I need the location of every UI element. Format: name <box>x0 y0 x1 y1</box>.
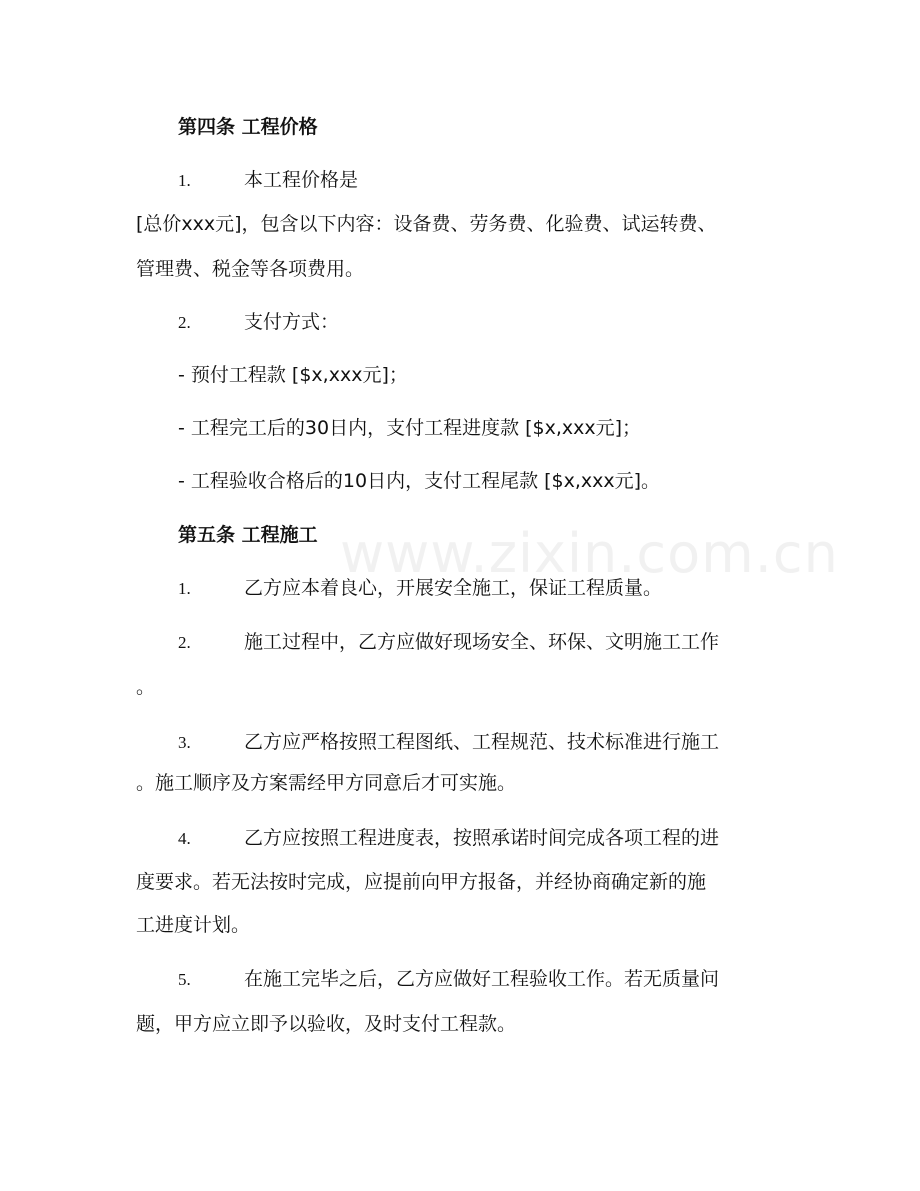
section-5-item-2-number: 2. <box>178 633 191 652</box>
section-4-item-2-text: 支付方式： <box>244 311 340 333</box>
section-5-item-2-text: 施工过程中，乙方应做好现场安全、环保、文明施工工作 <box>244 631 720 653</box>
section-5-item-3-text: 乙方应严格按照工程图纸、工程规范、技术标准进行施工 <box>244 731 720 753</box>
section-5-item-3-continuation-1: 。施工顺序及方案需经甲方同意后才可实施。 <box>136 772 517 794</box>
section-5-item-1-number: 1. <box>178 579 191 598</box>
section-5-item-2-continuation-1: 。 <box>136 676 156 698</box>
section-5-item-4-text: 乙方应按照工程进度表，按照承诺时间完成各项工程的进 <box>244 827 720 849</box>
section-5-item-3-number: 3. <box>178 733 191 752</box>
section-4-item-2-number: 2. <box>178 313 191 332</box>
section-4-item-1-text: 本工程价格是 <box>244 169 359 191</box>
section-5-item-5-number: 5. <box>178 970 191 989</box>
section-5-heading: 第五条 工程施工 <box>178 524 318 546</box>
section-5-item-4-continuation-2: 工进度计划。 <box>136 914 251 936</box>
section-5-item-4-number: 4. <box>178 829 191 848</box>
section-4-heading: 第四条 工程价格 <box>178 116 318 138</box>
section-5-item-1-text: 乙方应本着良心，开展安全施工，保证工程质量。 <box>244 577 663 599</box>
payment-line-2: - 工程完工后的30日内，支付工程进度款 [$x,xxx元]； <box>178 417 642 439</box>
payment-line-1: - 预付工程款 [$x,xxx元]； <box>178 364 408 386</box>
section-4-item-1-number: 1. <box>178 171 191 190</box>
payment-line-3: - 工程验收合格后的10日内，支付工程尾款 [$x,xxx元]。 <box>178 470 661 492</box>
watermark-text: www.zixin.com.cn <box>340 522 839 585</box>
section-4-item-1-continuation-1: [总价xxx元]，包含以下内容：设备费、劳务费、化验费、试运转费、 <box>136 213 717 235</box>
section-5-item-5-text: 在施工完毕之后，乙方应做好工程验收工作。若无质量问 <box>244 968 720 990</box>
section-5-item-4-continuation-1: 度要求。若无法按时完成，应提前向甲方报备，并经协商确定新的施 <box>136 871 707 893</box>
section-4-item-1-continuation-2: 管理费、税金等各项费用。 <box>136 258 365 280</box>
section-5-item-5-continuation-1: 题，甲方应立即予以验收，及时支付工程款。 <box>136 1013 517 1035</box>
